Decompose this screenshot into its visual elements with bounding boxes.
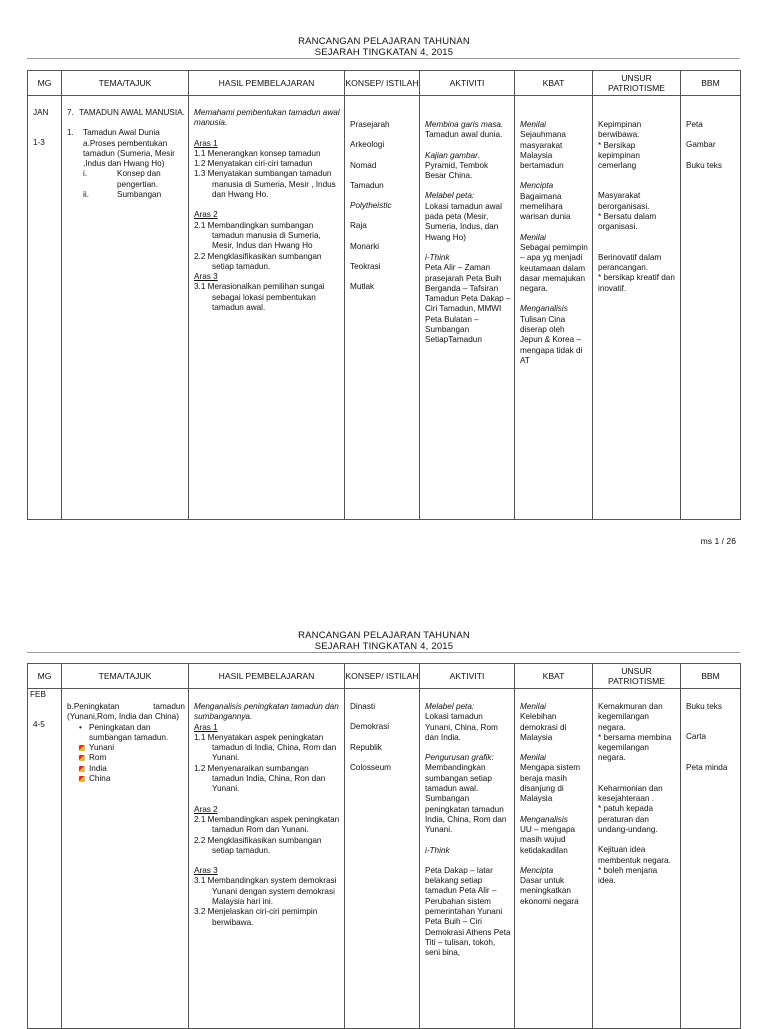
konsep-term: Republik [350, 742, 382, 752]
table-header-row [28, 664, 741, 689]
konsep-term: Polytheistic [350, 201, 392, 211]
item-i-num: i. [83, 169, 88, 179]
outcome-3-1: 3.1 Merasionalkan pemilihan sungai sebagai lokasi pembentukan tamadun awal. [194, 282, 325, 313]
outcome-1-3: 1.3 Menyatakan sumbangan tamadun manusia di Sumeria, Mesir , Indus dan Hwang Ho. [194, 169, 336, 200]
kbat-text: Kelebihan demokrasi di Malaysia [520, 712, 567, 742]
col-header-tema: TEMA/TAJUK [62, 664, 189, 689]
kbat-text: UU – mengapa masih wujud ketidakadilan [520, 824, 576, 855]
sub-a: a.Proses pembentukan tamadun (Sumeria, Mesir ,Indus dan Hwang Ho) [83, 138, 175, 169]
konsep-term: Monarki [350, 241, 380, 251]
unsur-value: Kejituan idea membentuk negara. [598, 845, 671, 865]
month: FEB [30, 690, 46, 699]
aktiviti-heading: i-Think [425, 252, 450, 262]
aktiviti-heading: Membina garis masa. [425, 120, 504, 129]
weeks: 1-3 [33, 138, 45, 148]
aktiviti-text: Lokasi tamadun awal pada peta (Mesir, Sumeria, Indus, dan Hwang Ho) [425, 201, 502, 242]
kbat-text: Mengapa sistem beraja masih disanjung di Malaysia [520, 763, 581, 804]
document-title [0, 630, 768, 652]
konsep-term: Raja [350, 221, 367, 231]
outcome-1-1: 1.1 Menerangkan konsep tamadun [194, 148, 321, 158]
cell-hasil [189, 96, 345, 520]
col-header-bbm: BBM [681, 71, 741, 96]
col-header-hasil: HASIL PEMBELAJARAN [189, 664, 345, 689]
unsur-detail: * bersikap kreatif dan inovatif. [598, 273, 675, 293]
cell-kbat [515, 689, 593, 1029]
kbat-text: Tulisan Cina diserap oleh Jepun & Korea –mengapa tidak di AT [520, 314, 583, 365]
konsep-term: Tamadun [350, 180, 384, 190]
sub-num: 1. [67, 128, 74, 138]
aktiviti-heading: Pengurusan grafik: [425, 753, 494, 763]
kbat-text: Sejauhmana masyarakat Malaysia bertamadun [520, 130, 566, 171]
cell-aktiviti [420, 96, 515, 520]
cell-aktiviti [420, 689, 515, 1029]
col-header-hasil: HASIL PEMBELAJARAN [189, 71, 345, 96]
col-header-kbat: KBAT [515, 71, 593, 96]
konsep-term: Nomad [350, 160, 377, 170]
col-header-konsep: KONSEP/ ISTILAH [345, 71, 420, 96]
lesson-plan-table-1 [27, 70, 741, 520]
outcome-3-1: 3.1 Membandingkan system demokrasi Yunani dengan system demokrasi Malaysia hari ini. [194, 876, 337, 907]
unsur-value: Berinovatif dalam perancangan. [598, 252, 662, 272]
col-header-unsur: UNSUR PATRIOTISME [593, 71, 681, 96]
outcome-2-2: 2.2 Mengklasifikasikan sumbangan setiap tamadun. [194, 251, 322, 271]
outcome-2-2: 2.2 Mengklasifikasikan sumbangan setiap tamadun. [194, 835, 322, 855]
header-rule [27, 652, 740, 653]
aktiviti-heading: i-Think [425, 845, 450, 855]
hasil-intro: Memahami pembentukan tamadun awal manusia. [194, 108, 340, 128]
aktiviti-heading: Melabel peta: [425, 191, 475, 201]
cell-unsur [593, 689, 681, 1029]
cell-bbm [681, 689, 741, 1029]
cell-mg [28, 689, 62, 1029]
kbat-text: Bagaimana memelihara warisan dunia [520, 191, 571, 222]
bbm-item: Peta [686, 120, 703, 129]
bbm-item: Gambar [686, 140, 716, 150]
unsur-value: Masyarakat berorganisasi. [598, 191, 650, 211]
weeks: 4-5 [33, 720, 45, 730]
aras-1-label: Aras 1 [194, 138, 218, 148]
bbm-item: Carta [686, 732, 707, 742]
konsep-term: Teokrasi [350, 262, 381, 272]
konsep-term: Demokrasi [350, 722, 390, 732]
unsur-detail: * Bersikap kepimpinan cemerlang [598, 140, 640, 171]
civilization-item: China [67, 774, 185, 784]
kbat-text: Sebagai pemimpin – apa yg menjadi keutamaan dalam dasar memajukan negara. [520, 242, 588, 294]
outcome-1-2: 1.2 Menyenaraikan sumbangan tamadun India, China, Ron dan Yunani. [194, 763, 326, 794]
aktiviti-text: Lokasi tamadun Yunani, China, Rom dan India. [425, 712, 498, 742]
unsur-value: Kepimpinan berwibawa. [598, 120, 642, 140]
konsep-term: Prasejarah [350, 120, 390, 129]
outcome-2-1: 2.1 Membandingkan sumbangan tamadun manusia di Sumeria, Mesir, Indus dan Hwang Ho [194, 220, 321, 251]
aras-3-label: Aras 3 [194, 272, 218, 282]
konsep-term: Arkeologi [350, 140, 385, 150]
unsur-value: Keharmonian dan kesejahteraan . [598, 783, 663, 804]
header-rule [27, 58, 740, 59]
konsep-term: Colosseum [350, 762, 391, 772]
page-number: ms 1 / 26 [700, 536, 736, 546]
title-line-1: RANCANGAN PELAJARAN TAHUNAN [298, 36, 470, 47]
bbm-item: Peta minda [686, 762, 728, 772]
cell-unsur [593, 96, 681, 520]
kbat-heading: Mencipta [520, 865, 554, 875]
unsur-detail: * bersama membina kegemilangan negara. [598, 732, 672, 763]
civilization-item: India [67, 764, 185, 774]
aktiviti-text: Peta Dakap – latar belakang setiap tamadun Peta Alir – Perubahan sistem pemerintahan Yunani Peta Buih – Ciri Demokrasi Athens Peta Titi – tulisan, tokoh, seni bina, [425, 865, 511, 958]
kbat-text: Dasar untuk meningkatkan ekonomi negara [520, 876, 579, 906]
bbm-item: Buku teks [686, 160, 722, 170]
aktiviti-heading: Kajian gambar. [425, 150, 480, 160]
konsep-term: Dinasti [350, 702, 376, 711]
lesson-plan-table-2 [27, 663, 741, 1029]
hasil-intro: Menganalisis peningkatan tamadun dan sumbangannya. [194, 702, 339, 722]
title-line-2: SEJARAH TINGKATAN 4, 2015 [314, 47, 454, 58]
tema-title: b.Peningkatan tamadun (Yunani,Rom, India dan China) [67, 702, 185, 722]
unsur-value: Kemakmuran dan kegemilangan negara. [598, 702, 663, 732]
cell-konsep [345, 689, 420, 1029]
cell-bbm [681, 96, 741, 520]
aras-2-label: Aras 2 [194, 804, 218, 814]
col-header-aktiviti: AKTIVITI [420, 71, 515, 96]
aktiviti-text: Pyramid, Tembok Besar China. [425, 160, 489, 181]
table-row [28, 96, 741, 520]
col-header-tema: TEMA/TAJUK [62, 71, 189, 96]
month: JAN [33, 108, 49, 117]
col-header-aktiviti: AKTIVITI [420, 664, 515, 689]
kbat-heading: Menganalisis [520, 304, 568, 314]
civilization-item: Yunani [67, 743, 185, 753]
outcome-1-1: 1.1 Menyatakan aspek peningkatan tamadun di India, China, Rom dan Yunani. [194, 732, 337, 763]
unsur-detail: * patuh kepada peraturan dan undang-undang. [598, 804, 658, 834]
unsur-detail: * boleh menjana idea. [598, 865, 658, 886]
outcome-3-2: 3.2 Menjelaskan ciri-ciri pemimpin berwibawa. [194, 907, 318, 927]
bbm-item: Buku teks [686, 702, 722, 711]
kbat-heading: Mencipta [520, 181, 554, 191]
kbat-heading: Menilai [520, 232, 546, 242]
col-header-unsur: UNSUR PATRIOTISME [593, 664, 681, 689]
col-header-bbm: BBM [681, 664, 741, 689]
aktiviti-text: Membandingkan sumbangan setiap tamadun awal. Sumbangan peningkatan tamadun India, China, Rom dan Yunani. [425, 763, 507, 835]
document-title [0, 36, 768, 58]
sub-title: Tamadun Awal Dunia [83, 128, 160, 138]
item-ii-num: ii. [83, 190, 89, 200]
aktiviti-text: Tamadun awal dunia. [425, 130, 503, 140]
item-ii: Sumbangan [117, 190, 162, 200]
unsur-detail: * Bersatu dalam organisasi. [598, 212, 657, 232]
aktiviti-heading: Melabel peta: [425, 702, 475, 711]
cell-tema [62, 96, 189, 520]
kbat-heading: Menilai [520, 120, 546, 129]
kbat-heading: Menilai [520, 702, 546, 711]
konsep-term: Mutlak [350, 282, 375, 292]
civilization-item: Rom [67, 753, 185, 763]
aras-1-label: Aras 1 [194, 722, 218, 732]
aras-3-label: Aras 3 [194, 866, 218, 876]
aktiviti-text: Peta Alir – Zaman prasejarah Peta Buih Berganda – Tafsiran Tamadun Peta Dakap – Ciri Tamadun, MMWI Peta Bulatan – Sumbangan SetiapTamadun [425, 263, 511, 345]
col-header-konsep: KONSEP/ ISTILAH [345, 664, 420, 689]
tema-bullet: • Peningkatan dan sumbangan tamadun. [67, 723, 185, 744]
col-header-mg: MG [28, 71, 62, 96]
item-i: Konsep dan pengertian. [117, 169, 161, 189]
kbat-heading: Menilai [520, 753, 546, 763]
title-line-2: SEJARAH TINGKATAN 4, 2015 [314, 641, 454, 652]
outcome-2-1: 2.1 Membandingkan aspek peningkatan tamadun Rom dan Yunani. [194, 814, 340, 835]
table-row [28, 689, 741, 1029]
cell-kbat [515, 96, 593, 520]
col-header-mg: MG [28, 664, 62, 689]
cell-hasil [189, 689, 345, 1029]
table-header-row [28, 71, 741, 96]
outcome-1-2: 1.2 Menyatakan ciri-ciri tamadun [194, 159, 313, 169]
col-header-kbat: KBAT [515, 664, 593, 689]
tema-title: TAMADUN AWAL MANUSIA. [79, 108, 185, 117]
aras-2-label: Aras 2 [194, 210, 218, 220]
kbat-heading: Menganalisis [520, 814, 568, 824]
cell-tema [62, 689, 189, 1029]
cell-mg [28, 96, 62, 520]
tema-num: 7. [67, 108, 74, 117]
cell-konsep [345, 96, 420, 520]
title-line-1: RANCANGAN PELAJARAN TAHUNAN [298, 630, 470, 641]
